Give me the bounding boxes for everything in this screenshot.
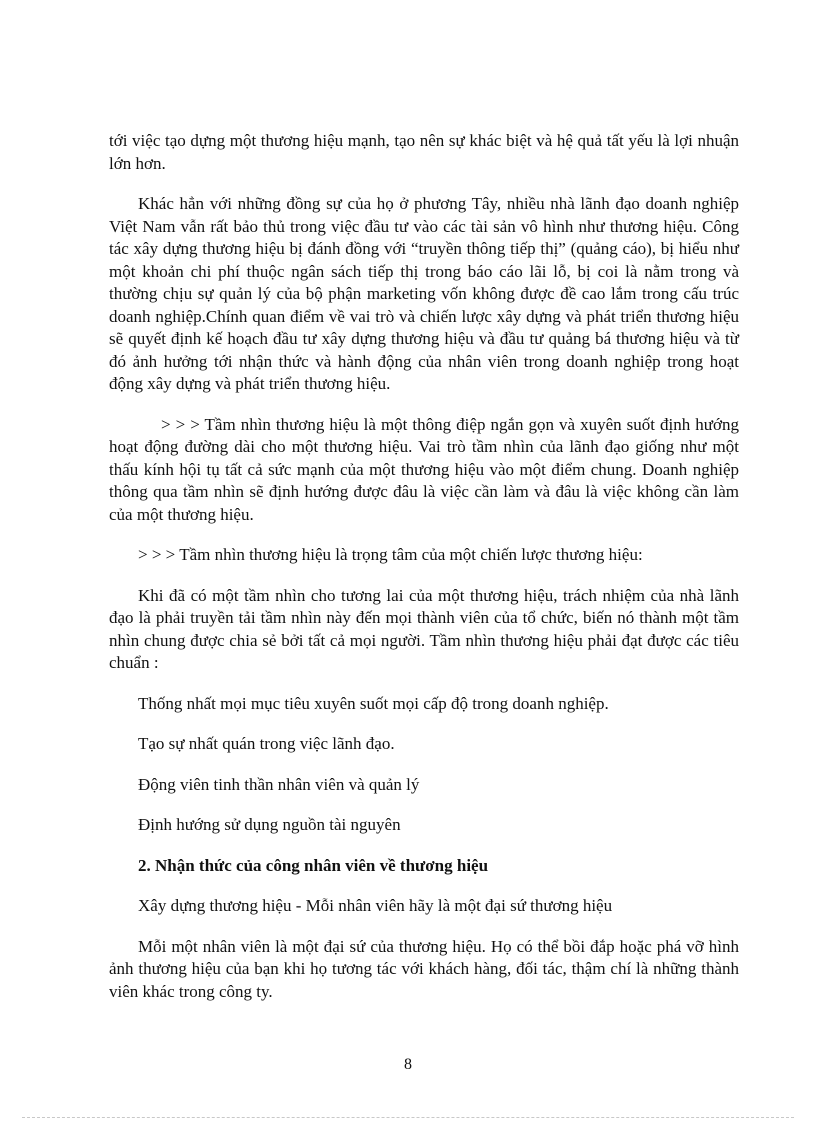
page-bottom-divider (22, 1117, 794, 1118)
paragraph-vision-standards: Khi đã có một tầm nhìn cho tương lai của một thương hiệu, trách nhiệm của nhà lãnh đạo là phải truyền tải tầm nhìn này đến mọi thành viên của tổ chức, biến nó thành một tầm nhìn chung được chia sẻ bởi tất cả mọi người. Tầm nhìn thương hiệu phải đạt được các tiêu chuẩn : (109, 585, 739, 672)
paragraph-brand-ambassador: Mỗi một nhân viên là một đại sứ của thương hiệu. Họ có thể bồi đắp hoặc phá vỡ hình ảnh thương hiệu của bạn khi họ tương tác với khách hàng, đối tác, thậm chí là những thành viên khác trong công ty. (109, 936, 739, 1001)
paragraph-continuation: tới việc tạo dựng một thương hiệu mạnh, tạo nên sự khác biệt và hệ quả tất yếu là lợi nhuận lớn hơn. (109, 131, 739, 173)
subheading: Xây dựng thương hiệu - Mỗi nhân viên hãy là một đại sứ thương hiệu (138, 896, 613, 915)
page-number: 8 (404, 1056, 412, 1073)
paragraph-vision-core: > > > Tầm nhìn thương hiệu là trọng tâm của một chiến lược thương hiệu: (138, 545, 643, 564)
section-heading: 2. Nhận thức của công nhân viên về thương hiệu (138, 855, 489, 875)
paragraph-brand-investment: Khác hẳn với những đồng sự của họ ở phương Tây, nhiều nhà lãnh đạo doanh nghiệp Việt Nam vẫn rất bảo thủ trong việc đầu tư vào các tài sản vô hình như thương hiệu. Công tác xây dựng thương hiệu bị đánh đồng với “truyền thông tiếp thị” (quảng cáo), bị hiểu như một khoản chi phí thuộc ngân sách tiếp thị trong báo cáo lãi lỗ, bị coi là nằm trong và thường chịu sự quản lý của bộ phận marketing vốn không được đề cao lắm trong cấu trúc doanh nghiệp.Chính quan điểm về vai trò và chiến lược xây dựng và phát triển thương hiệu sẽ quyết định kế hoạch đầu tư xây dựng thương hiệu và đầu tư quảng bá thương hiệu và từ đó ảnh hưởng tới nhận thức và hành động của nhân viên trong doanh nghiệp trong hoạt động xây dựng và phát triển thương hiệu. (109, 194, 739, 393)
list-item: Thống nhất mọi mục tiêu xuyên suốt mọi cấp độ trong doanh nghiệp. (138, 693, 609, 713)
list-item: Động viên tinh thần nhân viên và quản lý (138, 774, 420, 794)
page-body (109, 130, 739, 1021)
list-item: Định hướng sử dụng nguồn tài nguyên (138, 815, 401, 834)
paragraph-brand-vision: > > > Tầm nhìn thương hiệu là một thông điệp ngắn gọn và xuyên suốt định hướng hoạt động đường dài cho một thương hiệu. Vai trò tầm nhìn của lãnh đạo giống như một thấu kính hội tụ tất cả sức mạnh của một thương hiệu vào một điểm chung. Doanh nghiệp thông qua tầm nhìn sẽ định hướng được đâu là việc cần làm và đâu là việc không cần làm của một thương hiệu. (109, 414, 739, 524)
list-item: Tạo sự nhất quán trong việc lãnh đạo. (138, 734, 395, 753)
